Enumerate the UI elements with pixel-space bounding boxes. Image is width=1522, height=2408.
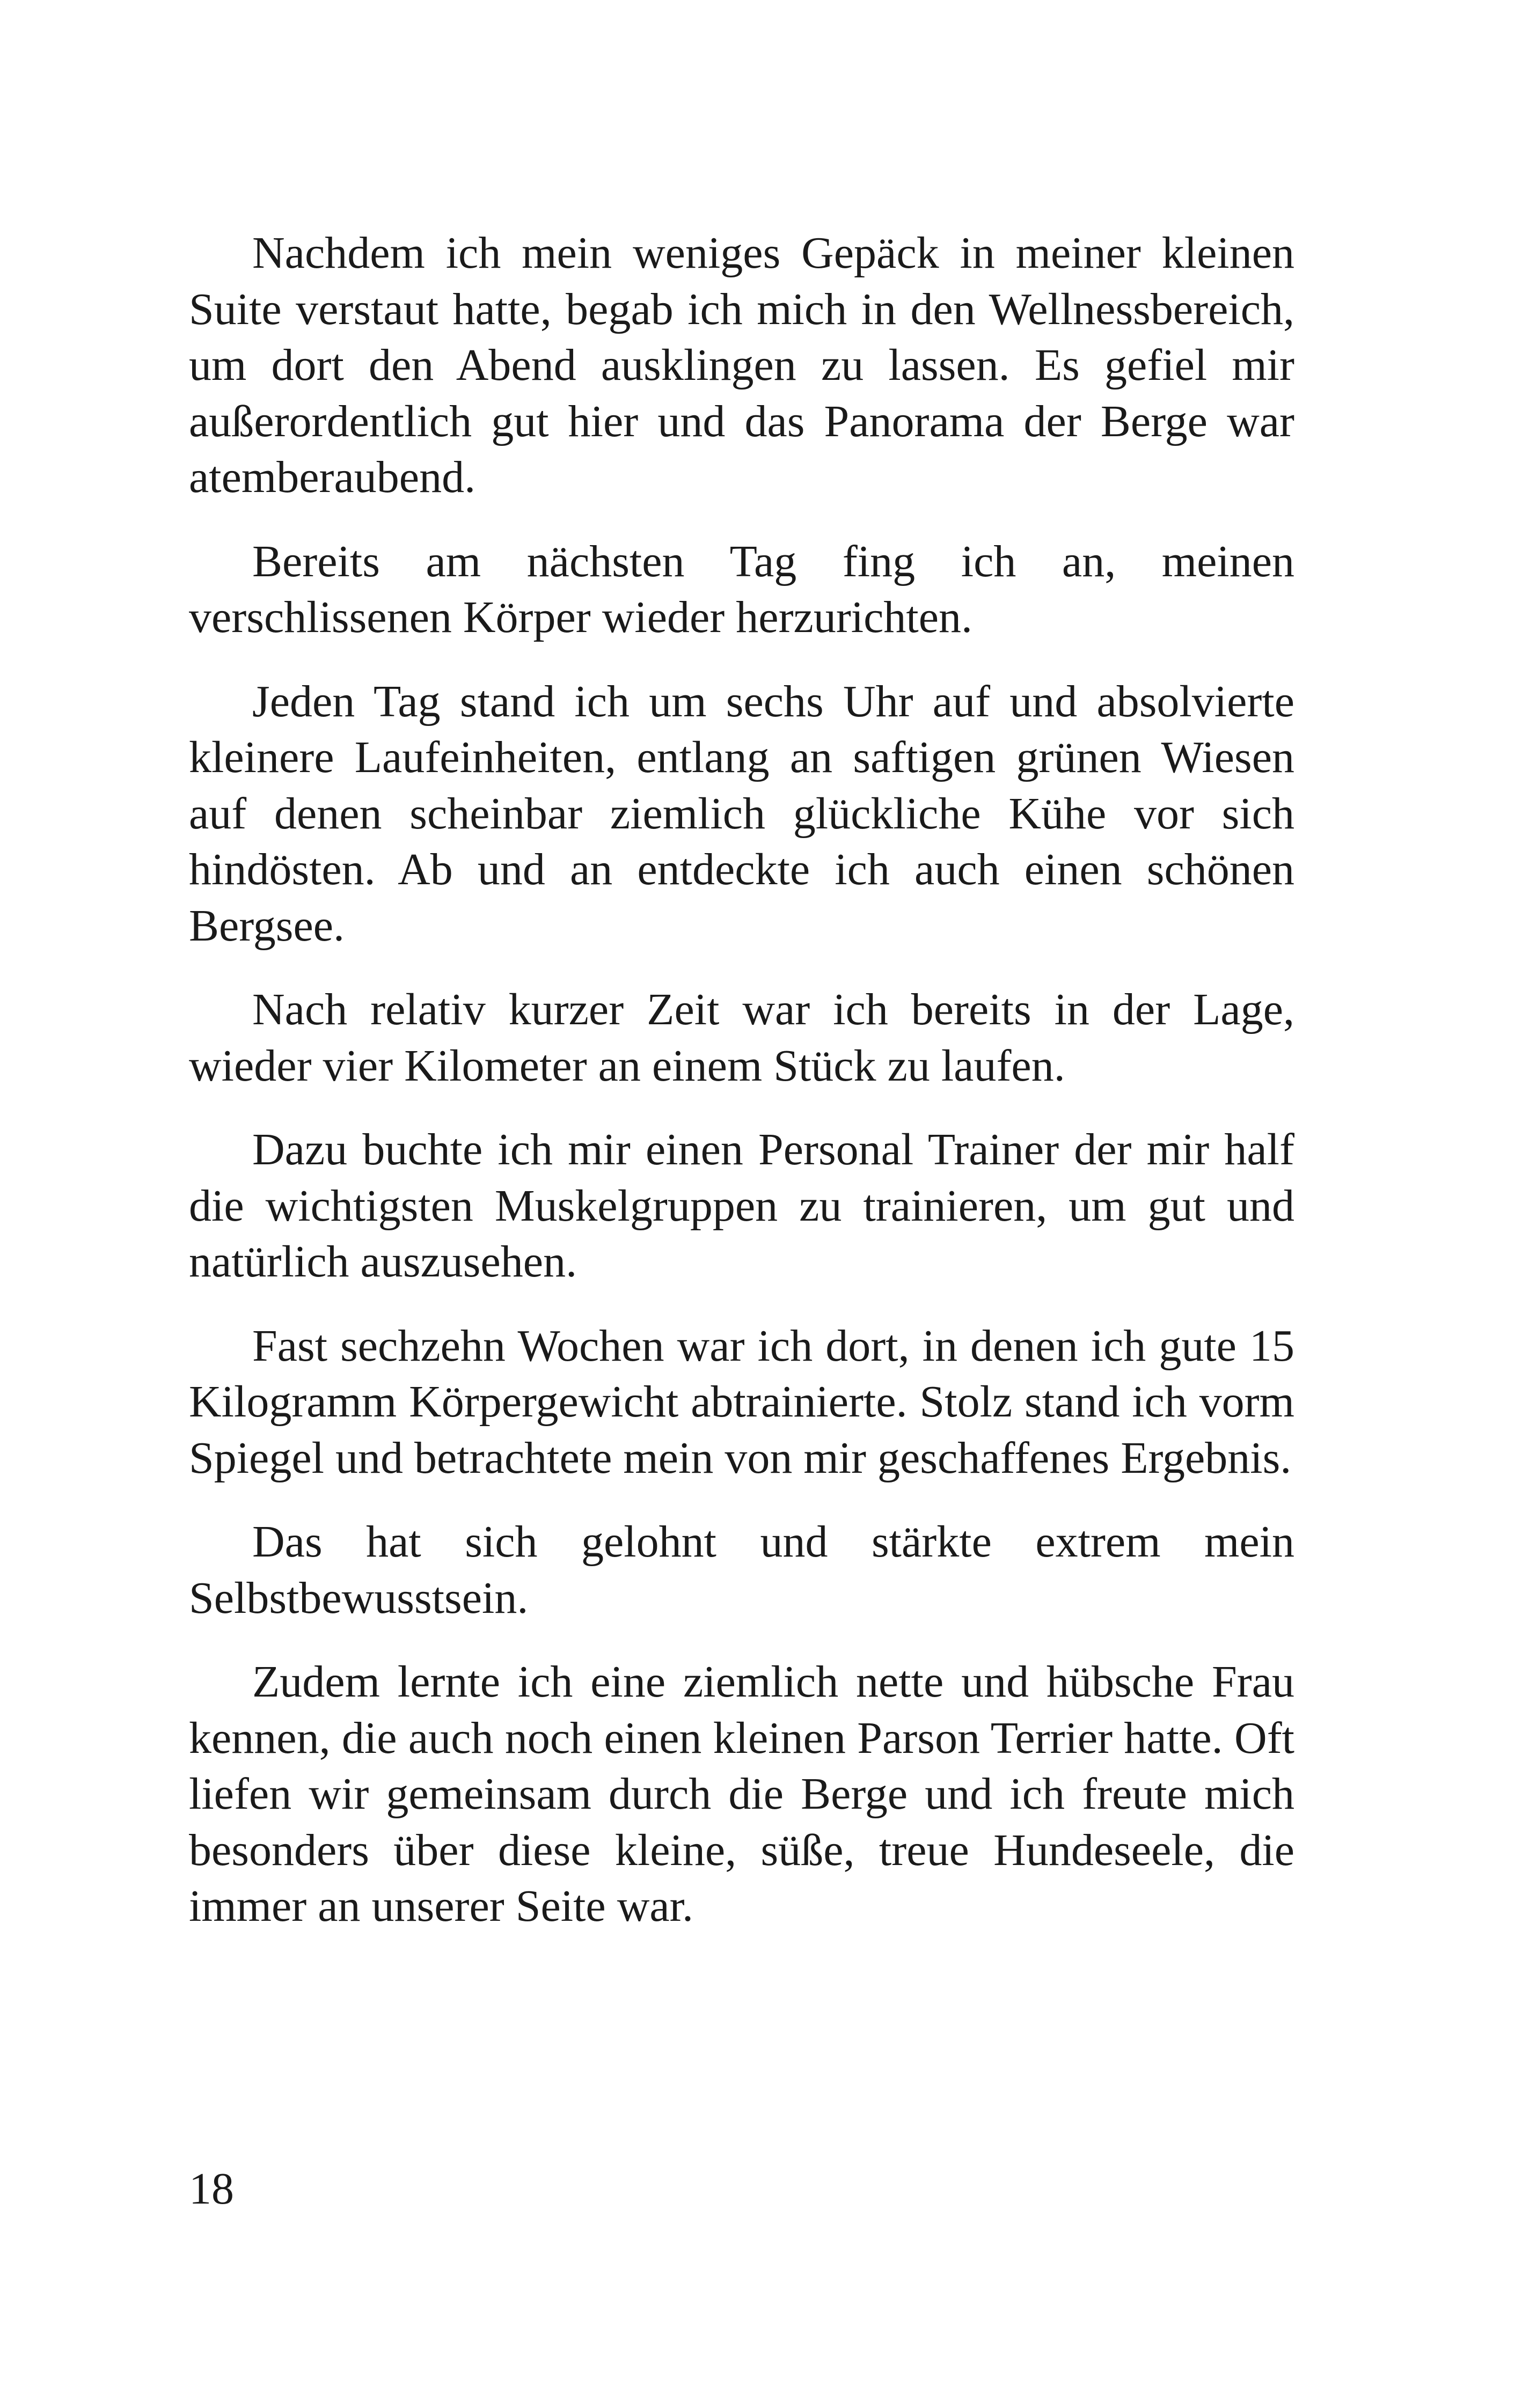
paragraph: Nach relativ kurzer Zeit war ich bereits in der Lage, wieder vier Kilometer an einem Stück zu laufen.	[189, 985, 1294, 1091]
paragraph: Zudem lernte ich eine ziemlich nette und hübsche Frau kennen, die auch noch einen kleinen Parson Terrier hatte. Oft liefen wir gemeinsam durch die Berge und ich freute mich besonders über diese kleine, süße, treue Hundeseele, die immer an unserer Seite war.	[189, 1657, 1294, 1931]
paragraph: Fast sechzehn Wochen war ich dort, in denen ich gute 15 Kilogramm Körpergewicht abtrainierte. Stolz stand ich vorm Spiegel und betrachtete mein von mir geschaffenes Ergebnis.	[189, 1320, 1294, 1483]
paragraph: Dazu buchte ich mir einen Personal Trainer der mir half die wichtigsten Muskelgruppen zu trainieren, um gut und natürlich auszusehen.	[189, 1125, 1294, 1287]
paragraph: Nachdem ich mein weniges Gepäck in meiner kleinen Suite verstaut hatte, begab ich mich in den Wellnessbereich, um dort den Abend ausklingen zu lassen. Es gefiel mir außerordentlich gut hier und das Panorama der Berge war atemberaubend.	[189, 228, 1294, 502]
paragraph: Das hat sich gelohnt und stärkte extrem mein Selbstbewusstsein.	[189, 1517, 1294, 1623]
paragraph: Bereits am nächsten Tag fing ich an, meinen verschlissenen Körper wieder herzurichten.	[189, 536, 1294, 642]
paragraph: Jeden Tag stand ich um sechs Uhr auf und absolvierte kleinere Laufeinheiten, entlang an saftigen grünen Wiesen auf denen scheinbar ziemlich glückliche Kühe vor sich hindösten. Ab und an entdeckte ich auch einen schönen Bergsee.	[189, 676, 1294, 951]
page-body	[189, 225, 1294, 1935]
page-number: 18	[189, 2164, 234, 2214]
